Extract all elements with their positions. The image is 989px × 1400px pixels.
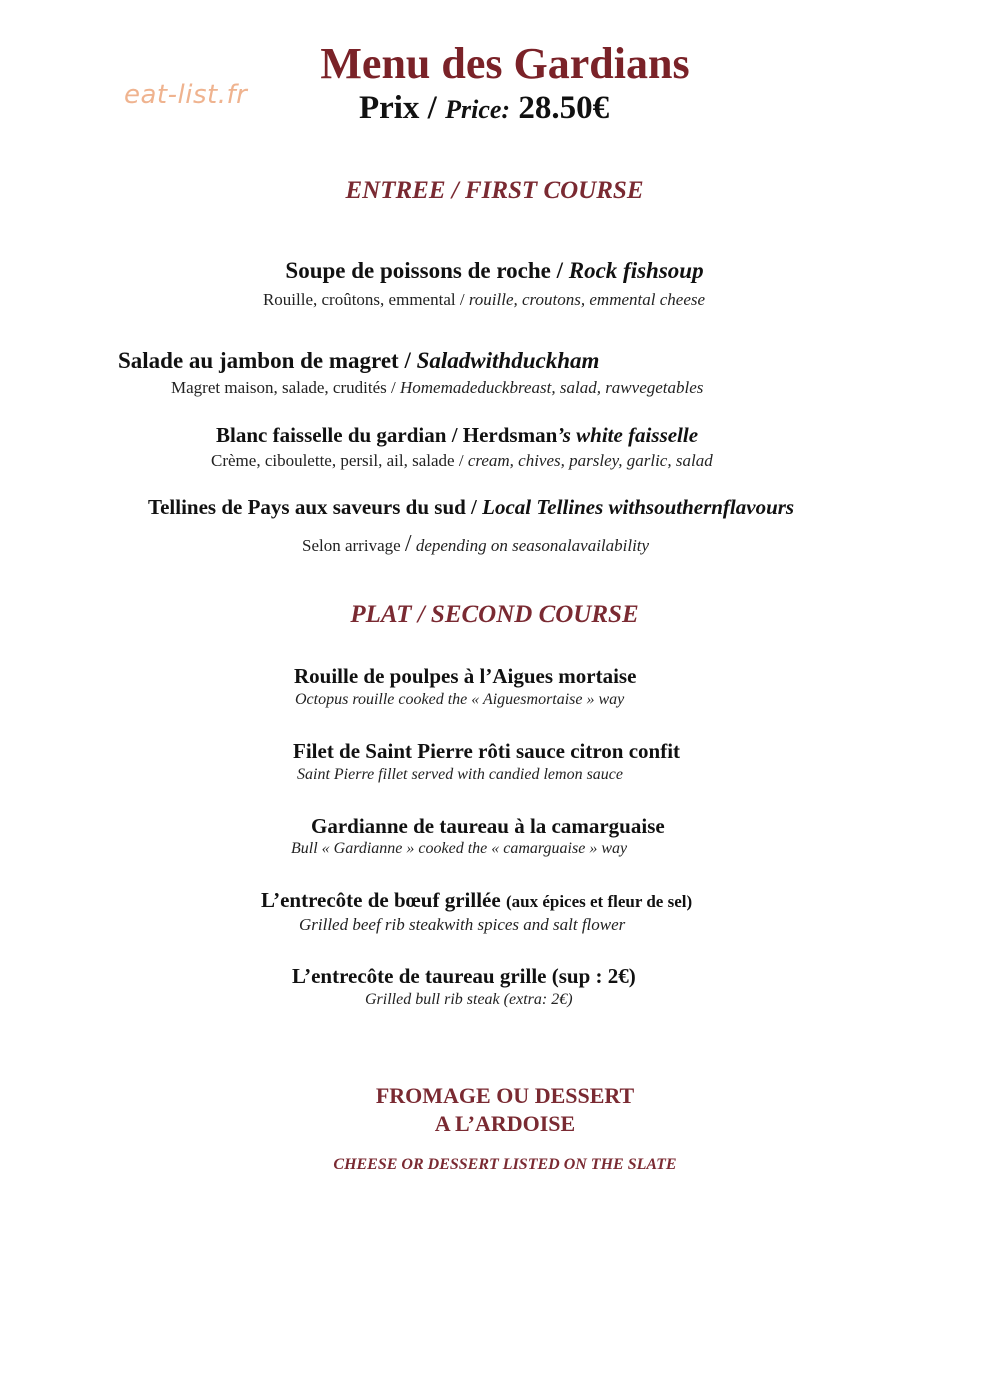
watermark-logo: eat-list.fr	[124, 80, 248, 110]
dish-name: Filet de Saint Pierre rôti sauce citron confit	[293, 739, 681, 763]
dish-desc-en: rouille, croutons, emmental cheese	[468, 290, 706, 309]
dish-description: Octopus rouille cooked the « Aiguesmortaise » way	[295, 691, 625, 708]
dish-desc-fr: Magret maison, salade, crudités /	[171, 378, 400, 397]
price-value: 28.50€	[518, 90, 610, 126]
dish-name-fr: Soupe de poissons de roche /	[285, 258, 569, 283]
dish-name	[0, 258, 989, 284]
dessert-heading-line2: A L’ARDOISE	[434, 1111, 576, 1136]
price-label-en: Price:	[445, 95, 511, 124]
dish-description: Grilled bull rib steak (extra: 2€)	[365, 991, 573, 1008]
price-label-fr: Prix /	[358, 90, 437, 126]
dish-name: Gardianne de taureau à la camarguaise	[311, 814, 665, 838]
menu-price	[0, 90, 968, 127]
dish-description	[0, 290, 968, 310]
dish-description	[171, 378, 703, 398]
dish-desc-fr: Selon arrivage	[302, 536, 405, 555]
dish-desc-fr: Rouille, croûtons, emmental /	[262, 290, 469, 309]
section-heading-plat: PLAT / SECOND COURSE	[350, 601, 639, 628]
dish-desc-en: Homemadeduckbreast, salad, rawvegetables	[399, 378, 704, 397]
dish-description: Grilled beef rib steakwith spices and salt flower	[299, 915, 626, 934]
dessert-heading-line1: FROMAGE OU DESSERT	[375, 1083, 635, 1108]
dish-description	[302, 531, 649, 558]
dish-name-fr: Tellines de Pays aux saveurs du sud /	[148, 495, 483, 519]
dish-name-en: ’s white faisselle	[557, 423, 699, 447]
dish-name-note: (aux épices et fleur de sel)	[505, 892, 693, 911]
dish-desc-separator: /	[404, 531, 412, 557]
menu-title: Menu des Gardians	[320, 39, 690, 88]
dish-name-main: L’entrecôte de bœuf grillée	[261, 888, 506, 912]
dessert-slate-note: CHEESE OR DESSERT LISTED ON THE SLATE	[333, 1156, 677, 1173]
dish-description: Bull « Gardianne » cooked the « camarguaise » way	[291, 840, 628, 857]
dish-name	[216, 423, 698, 448]
dish-name: L’entrecôte de taureau grille (sup : 2€)	[292, 964, 636, 988]
dish-desc-en: cream, chives, parsley, garlic, salad	[467, 451, 713, 470]
dish-name	[261, 888, 692, 913]
dish-description: Saint Pierre fillet served with candied lemon sauce	[297, 766, 623, 783]
dish-name	[118, 348, 599, 374]
dish-name-en: Saladwithduckham	[416, 348, 600, 373]
dish-name: Rouille de poulpes à l’Aigues mortaise	[294, 664, 637, 688]
dish-desc-fr: Crème, ciboulette, persil, ail, salade /	[211, 451, 468, 470]
dish-desc-en: depending on seasonalavailability	[411, 536, 650, 555]
dish-name-fr: Blanc faisselle du gardian / Herdsman	[216, 423, 558, 447]
dish-name-fr: Salade au jambon de magret /	[118, 348, 417, 373]
dish-name-en: Local Tellines withsouthernflavours	[482, 495, 795, 519]
dish-name-en: Rock fishsoup	[568, 258, 704, 283]
section-heading-entree: ENTREE / FIRST COURSE	[345, 177, 644, 204]
dish-name	[148, 495, 794, 520]
dish-description	[211, 451, 713, 471]
